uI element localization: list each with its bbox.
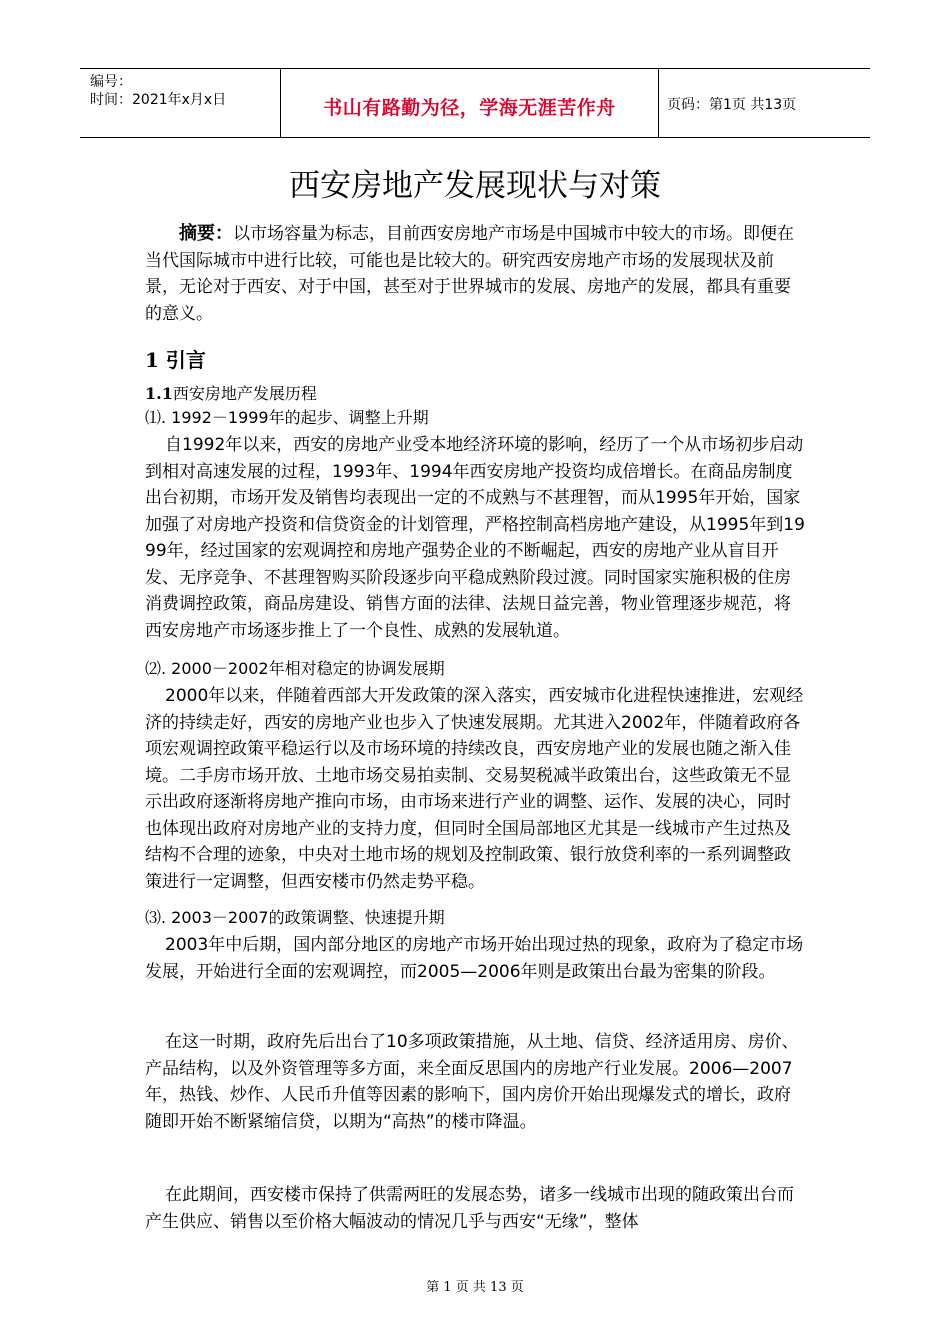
period-paragraph-2: 2000年以来，伴随着西部大开发政策的深入落实，西安城市化进程快速推进，宏观经济的持续走好，西安的房地产业也步入了快速发展期。尤其进入2002年，伴随着政府各项宏观调控政策平稳运行以及市场环境的持续改良，西安房地产业的发展也随之渐入佳境。二手房市场开放、土地市场交易拍卖制、交易契税减半政策出台，这些政策无不显示出政府逐渐将房地产推向市场，由市场来进行产业的调整、运作、发展的决心，同时也体现出政府对房地产业的支持力度，但同时全国局部地区尤其是一线城市产生过热及结构不合理的迹象，中央对土地市场的规划及控制政策、银行放贷利率的一系列调整政策进行一定调整，但西安楼市仍然走势平稳。 [145,686,804,892]
document-title: 西安房地产发展现状与对策 [289,168,661,204]
period-paragraph-3: 2003年中后期，国内部分地区的房地产市场开始出现过热的现象，政府为了稳定市场发展，开始进行全面的宏观调控，而2005—2006年则是政策出台最为密集的阶段。 [145,935,804,982]
body-paragraph-4: 在这一时期，政府先后出台了10多项政策措施，从土地、信贷、经济适用房、房价、产品结构，以及外资管理等多方面，来全面反思国内的房地产行业发展。2006—2007年，热钱、炒作、人民币升值等因素的影响下，国内房价开始出现爆发式的增长，政府随即开始不断紧缩信贷，以期为“高热”的楼市降温。 [145,1032,799,1132]
header-page-info: 页码：第1页 共13页 [667,97,797,113]
period-heading-2: ⑵. 2000－2002年相对稳定的协调发展期 [145,659,445,678]
abstract-paragraph [145,221,805,327]
period-heading-1: ⑴. 1992－1999年的起步、调整上升期 [145,408,429,427]
page-header [80,68,870,138]
document-code-label: 编号： [90,74,132,90]
header-motto: 书山有路勤为径，学海无涯苦作舟 [323,97,616,119]
header-page-cell [659,69,870,137]
header-motto-cell [281,69,659,137]
body-paragraph-5: 在此期间，西安楼市保持了供需两旺的发展态势，诸多一线城市出现的随政策出台而产生供应、销售以至价格大幅波动的情况几乎与西安“无缘”，整体 [145,1185,794,1232]
page-footer: 第 1 页 共 13 页 [426,1280,524,1295]
document-date-label: 时间：2021年x月x日 [90,92,227,108]
abstract-text: 以市场容量为标志，目前西安房地产市场是中国城市中较大的市场。即便在当代国际城市中进行比较，可能也是比较大的。研究西安房地产市场的发展现状及前景，无论对于西安、对于中国，甚至对于世界城市的发展、房地产的发展，都具有重要的意义。 [145,224,794,324]
abstract-label: 摘要： [179,223,233,244]
section-heading: 1 引言 [145,348,206,372]
subsection-heading [145,383,317,405]
subsection-number: 1.1 [145,384,173,403]
period-heading-3: ⑶. 2003－2007的政策调整、快速提升期 [145,908,445,927]
period-paragraph-1: 自1992年以来，西安的房地产业受本地经济环境的影响，经历了一个从市场初步启动到相对高速发展的过程，1993年、1994年西安房地产投资均成倍增长。在商品房制度出台初期，市场开发及销售均表现出一定的不成熟与不甚理智，而从1995年开始，国家加强了对房地产投资和信贷资金的计划管理，严格控制高档房地产建设，从1995年到1999年，经过国家的宏观调控和房地产强势企业的不断崛起，西安的房地产业从盲目开发、无序竞争、不甚理智购买阶段逐步向平稳成熟阶段过渡。同时国家实施积极的住房消费调控政策，商品房建设、销售方面的法律、法规日益完善，物业管理逐步规范，将西安房地产市场逐步推上了一个良性、成熟的发展轨道。 [145,435,805,641]
subsection-title: 西安房地产发展历程 [172,384,317,403]
header-left-cell [80,69,281,137]
